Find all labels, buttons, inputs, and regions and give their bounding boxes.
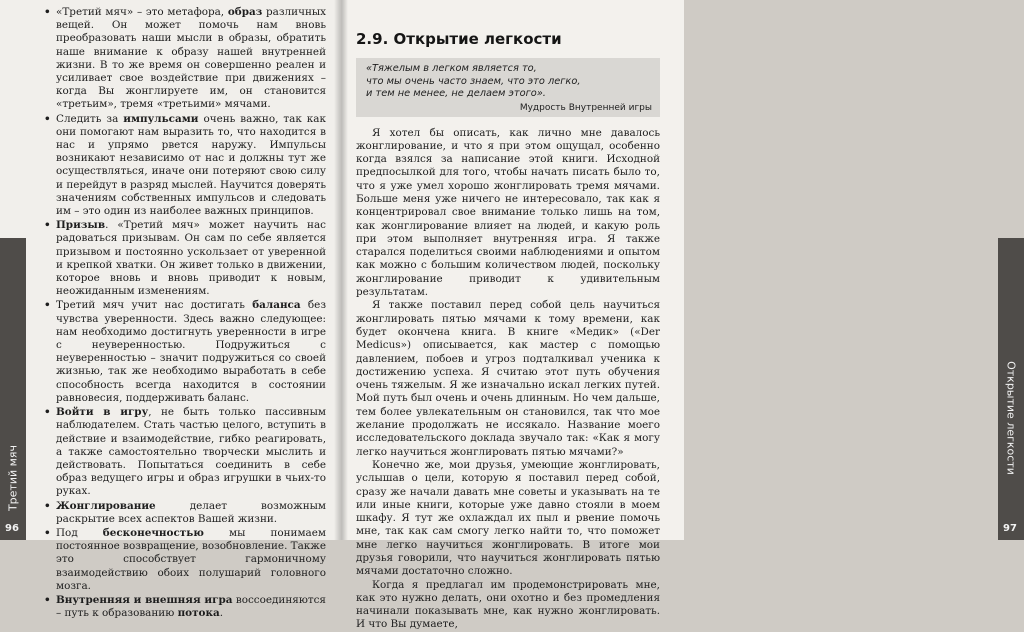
bullet-item: [44, 219, 326, 298]
bullet-text: .: [219, 607, 224, 620]
left-text-column: [44, 6, 326, 621]
bullet-item: [44, 6, 326, 112]
bold-term: импульсами: [123, 112, 199, 125]
bold-term: Жонглирование: [56, 499, 156, 512]
bullet-text: «Третий мяч» – это метафора,: [56, 6, 228, 18]
bullet-item: [44, 500, 326, 526]
paragraph: Конечно же, мои друзья, умеющие жонглировать, услышав о цели, которую я поставил перед собой, сразу же начали давать мне советы и указывать на те или иные книги, которые уже давно стояли в моем шкафу. Я тут же охлаждал их пыл и рвение помочь мне, так как сам смогу легко найти то, что поможет мне легко научиться жонглировать. В итоге мои друзья говорили, что научиться жонглировать пятью мячами достаточно сложно.: [356, 458, 660, 578]
bold-term: бесконечностью: [102, 526, 204, 539]
bullet-text: Третий мяч учит нас достигать: [56, 299, 253, 312]
bold-term: образ: [227, 6, 263, 18]
right-side-tab: [998, 238, 1024, 540]
bullet-text: Следить за: [56, 112, 124, 125]
bold-term: Внутренняя и внешняя игра: [56, 593, 233, 606]
bullet-text: делает возможным раскрытие всех аспектов Вашей жизни.: [56, 499, 326, 525]
paragraph: Когда я предлагал им продемонстрировать мне, как это нужно делать, они охотно и без промедления начинали показывать мне, как нужно жонглировать. И что Вы думаете,: [356, 578, 660, 631]
bullet-list: [44, 6, 326, 620]
bold-term: потока: [177, 607, 220, 620]
bullet-text: . «Третий мяч» может научить нас радоваться призывам. Он сам по себе является призывом и постоянно ускользает от уверенной и крепкой хватки. Он живет только в движении, которое вновь и вновь приводит к новым, неожиданным изменениям.: [56, 219, 326, 298]
right-text-column: [356, 30, 660, 632]
bold-term: Войти в игру: [56, 406, 149, 419]
left-tab-label: Третий мяч: [6, 444, 20, 512]
epigraph-quote: [366, 63, 652, 101]
epigraph-source: Мудрость Внутренней игры: [519, 102, 652, 113]
bullet-item: [44, 594, 326, 620]
bullet-text: мы понимаем постоянное возвращение, возобновление. Также это способствует гармоничному взаимодействию обоих полушарий головного мозга.: [56, 526, 326, 592]
section-title: 2.9. Открытие легкости: [356, 30, 562, 48]
bullet-text: очень важно, так как они помогают нам выразить то, что находится в нас и упрямо рвется наружу. Импульсы возникают независимо от нас и должны тут же осуществляться, иначе они потеряют свою силу и перейдут в разряд мыслей. Научится доверять значениям собственных импульсов и следовать им – это один из наиболее важных принципов.: [56, 112, 326, 218]
right-page: [340, 0, 1018, 631]
bullet-text: различных вещей. Он может помочь нам вновь преобразовать наши мысли в образы, обратить наше внимание к образу нашей внутренней жизни. В то же время он совершенно реален и усиливает свое воздействие при движениях – когда Вы жонглируете им, он становится «третьим», тремя «третьими» мячами.: [56, 6, 326, 111]
left-side-tab: [0, 238, 26, 540]
bullet-item: [44, 406, 326, 498]
bullet-text: воссоединяются – путь к образованию: [56, 593, 326, 620]
paragraph: Я также поставил перед собой цель научиться жонглировать пятью мячами к тому времени, как будет окончена книга. В книге «Медик» («Der Medicus») описывается, как мастер с помощью давлением, побоев и угроз подталкивал ученика к достижению успеха. Я считаю этот путь обучения очень тяжелым. Я же изначально искал легких путей. Мой путь был очень и очень длинным. Но чем дальше, тем более увлекательным он становился, так что мое желание продолжать не иссякало. Название моего исследовательского доклада звучало так: «Как я могу легко научиться жонглировать пятью мячами?»: [356, 299, 660, 458]
bullet-text: без чувства уверенности. Здесь важно следующее: нам необходимо достигнуть уверенности в игре с неуверенностью. Подружиться с неуверенностью – значит подружиться со своей жизнью, так же необходимо выработать в себе способность всегда находится в состоянии равновесия, поддерживать баланс.: [56, 299, 326, 404]
left-page-number: 96: [5, 523, 19, 534]
epigraph-box: [356, 58, 660, 117]
epigraph-line: «Тяжелым в легком является то,: [366, 63, 537, 74]
bold-term: Призыв: [56, 219, 106, 232]
bullet-item: [44, 113, 326, 219]
bullet-item: [44, 299, 326, 405]
bullet-item: [44, 527, 326, 593]
epigraph-line: что мы очень часто знаем, что это легко,: [366, 75, 581, 87]
body-text: [356, 127, 660, 632]
right-page-number: 97: [1003, 523, 1017, 534]
right-tab-label: Открытие легкости: [1004, 361, 1018, 475]
paragraph: Я хотел бы описать, как лично мне давалось жонглирование, и что я при этом ощущал, особенно когда взялся за написание этой книги. Исходной предпосылкой для того, чтобы начать писать было то, что я уже умел хорошо жонглировать тремя мячами. Больше меня уже ничего не интересовало, так как я концентрировал свое внимание только лишь на том, как жонглирование влияет на людей, и какую роль при этом выполняет внутренняя игра. Я также старался поделиться своими наблюдениями и опытом как можно с большим количеством людей, поскольку жонглирование приводит к удивительным результатам.: [356, 126, 660, 299]
bullet-text: , не быть только пассивным наблюдателем. Стать частью целого, вступить в действие и взаимодействие, гибко реагировать, а также самостоятельно творчески мыслить и действовать. Попытаться соединить в себе образ ведущего игры и образ игрушки в чьих-то руках.: [56, 406, 327, 498]
book-gutter-shadow: [334, 0, 348, 540]
bullet-text: Под: [56, 526, 103, 539]
bold-term: баланса: [252, 299, 301, 312]
epigraph-line: и тем не менее, не делаем этого».: [366, 88, 546, 99]
left-page: [0, 0, 340, 620]
